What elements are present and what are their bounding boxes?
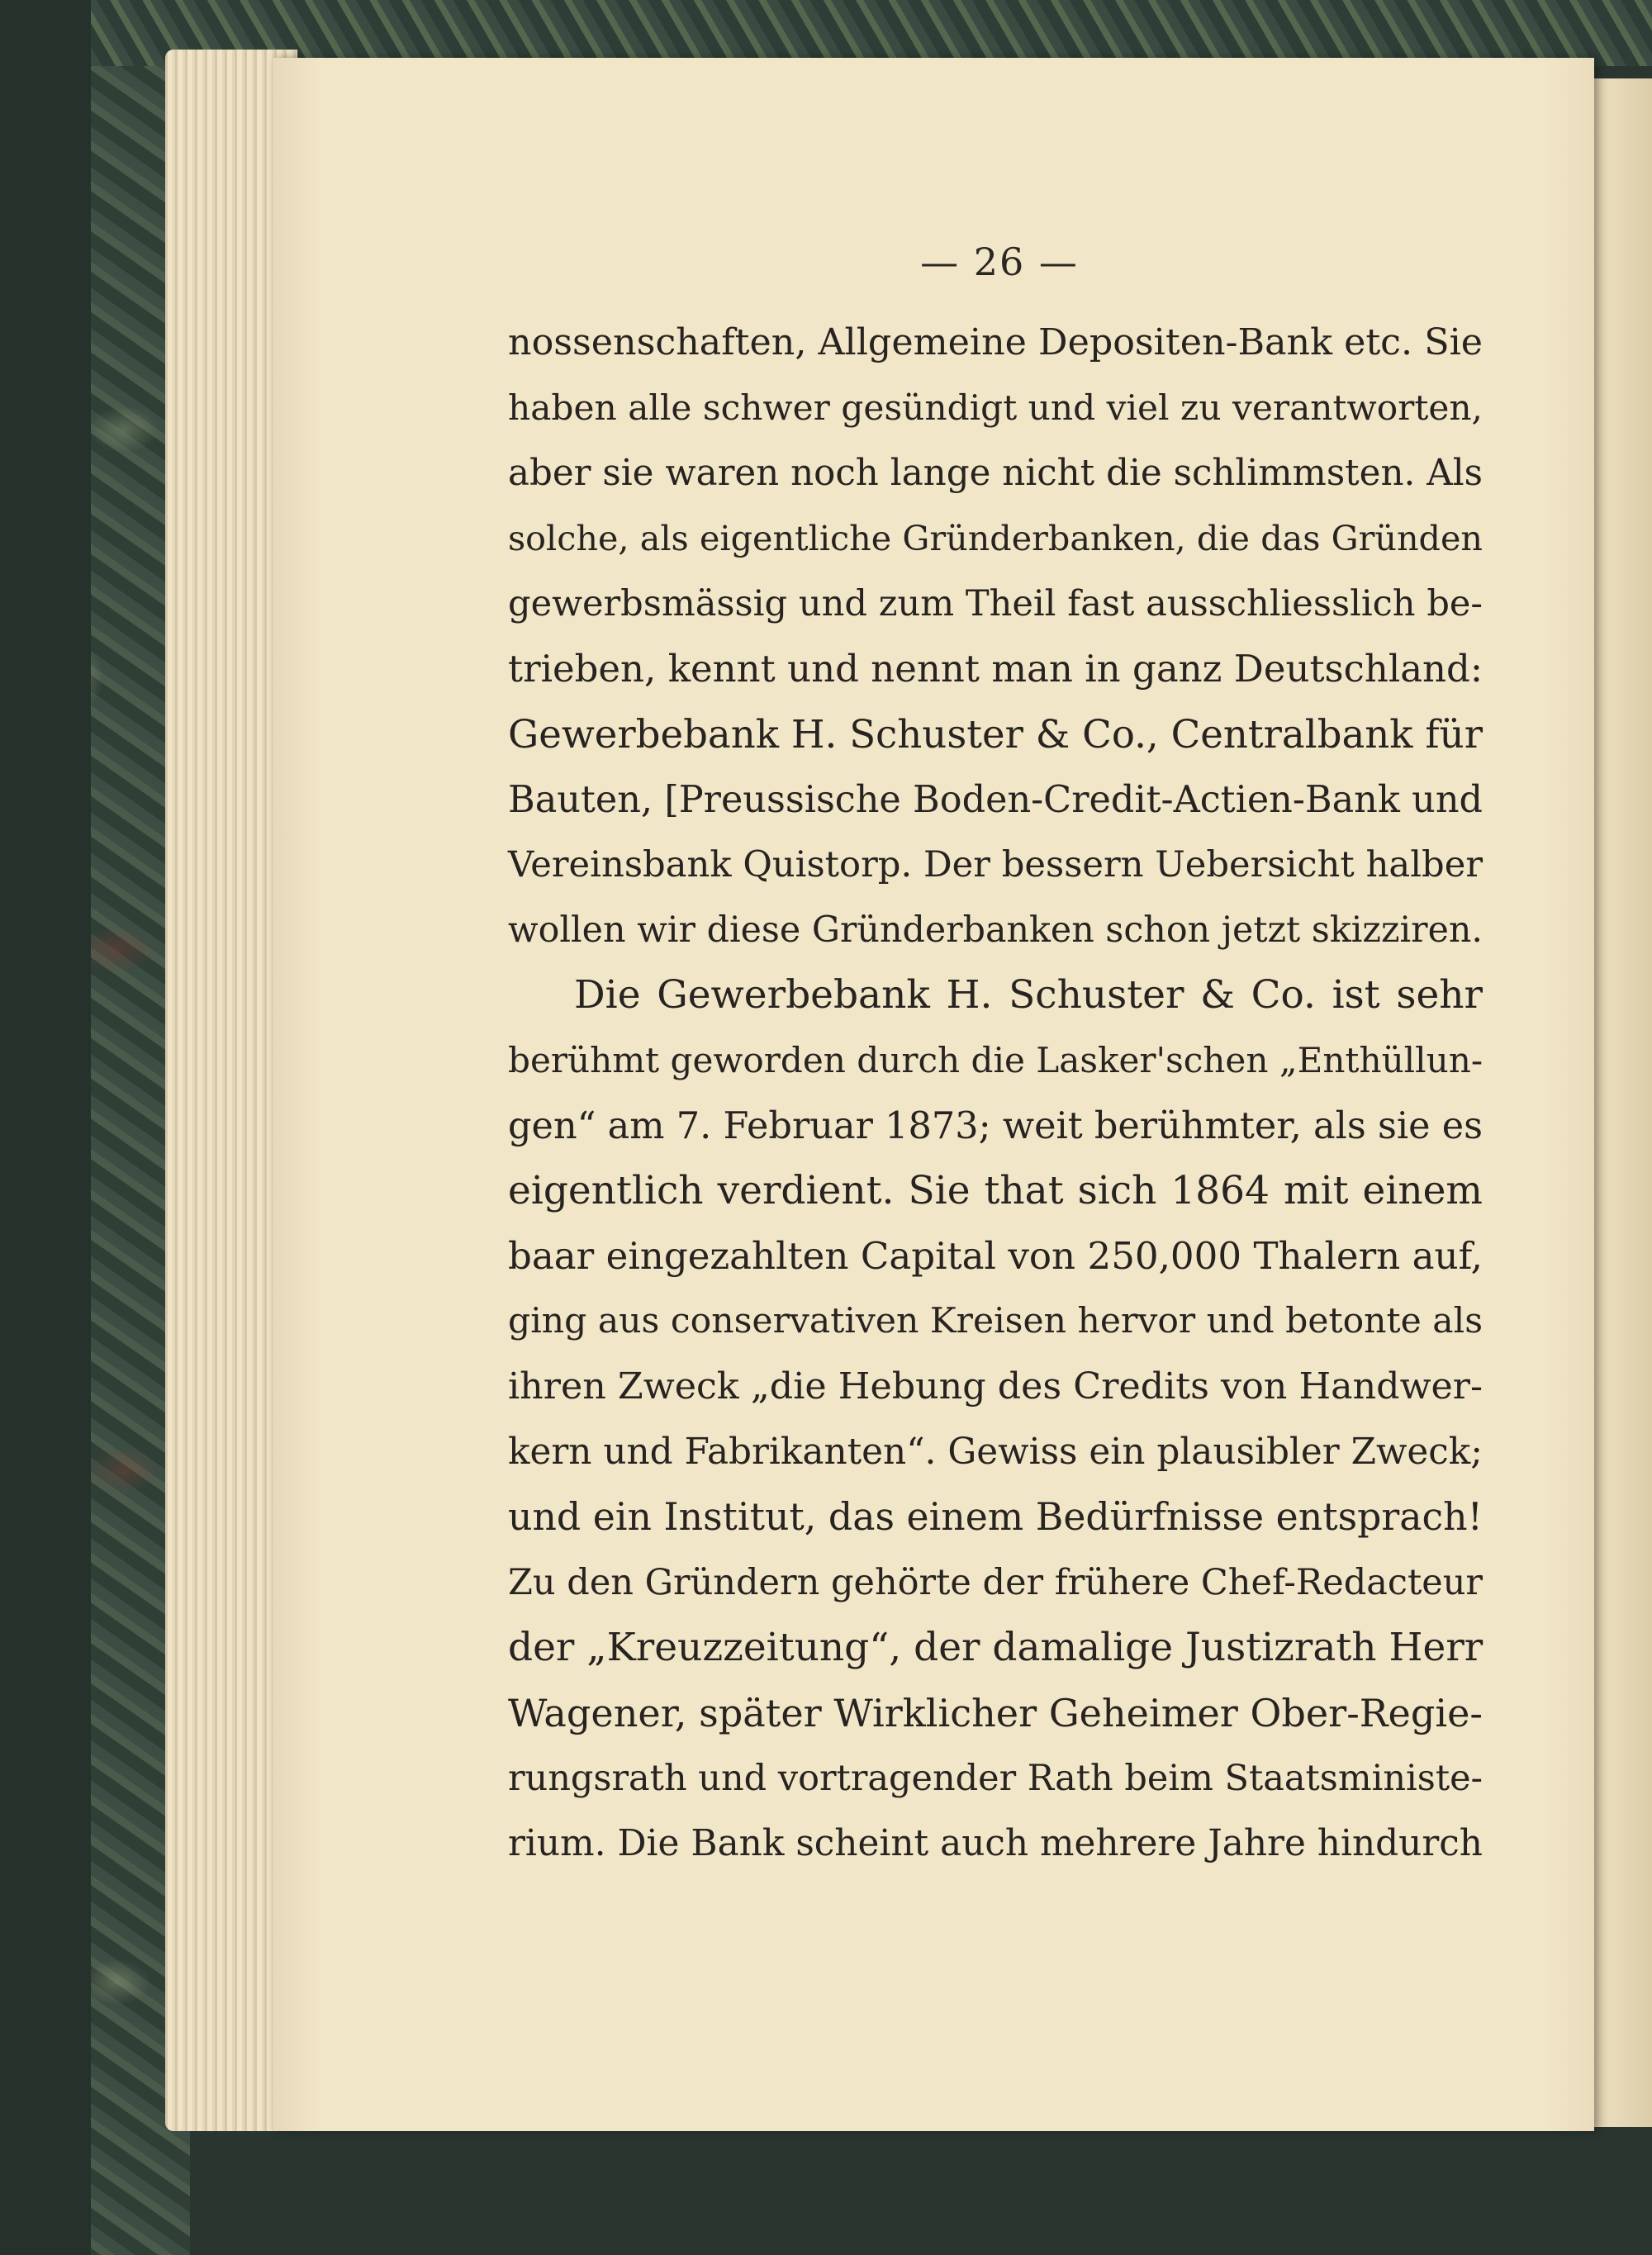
book-binding-edge [0,0,91,2255]
text-line: aber sie waren noch lange nicht die schlimmsten. Als [508,453,1483,494]
text-line: trieben, kennt und nennt man in ganz Deutschland: [508,647,1483,691]
text-line: Zu den Gründern gehörte der frühere Chef-Redacteur [508,1562,1483,1603]
text-line: wollen wir diese Gründerbanken schon jetzt skizziren. [508,909,1483,951]
text-line: solche, als eigentliche Gründerbanken, die das Gründen [508,519,1483,558]
text-line: Vereinsbank Quistorp. Der bessern Uebersicht halber [508,844,1483,885]
text-line: gewerbsmässig und zum Theil fast ausschliesslich be- [508,583,1483,624]
book-cover-top-edge [91,0,1652,66]
text-line: der „Kreuzzeitung“, der damalige Justizrath Herr [508,1625,1483,1670]
text-line: Gewerbebank H. Schuster & Co., Centralbank für [508,712,1483,757]
text-line: Wagener, später Wirklicher Geheimer Ober-Regie- [508,1691,1483,1735]
text-line: berühmt geworden durch die Lasker'schen „Enthüllun- [508,1040,1483,1080]
text-line: kern und Fabrikanten“. Gewiss ein plausibler Zweck; [508,1431,1483,1473]
text-line: und ein Institut, das einem Bedürfnisse entsprach! [508,1495,1483,1539]
text-line-paragraph-start: Die Gewerbebank H. Schuster & Co. ist sehr [574,972,1483,1018]
text-line: rium. Die Bank scheint auch mehrere Jahre hindurch [508,1822,1483,1864]
text-line: ging aus conservativen Kreisen hervor und betonte als [508,1301,1483,1341]
text-line: nossenschaften, Allgemeine Depositen-Bank etc. Sie [508,321,1483,363]
text-line: gen“ am 7. Februar 1873; weit berühmter, als sie es [508,1104,1483,1147]
text-line: eigentlich verdient. Sie that sich 1864 mit einem [508,1168,1483,1213]
text-line: haben alle schwer gesündigt und viel zu verantworten, [508,387,1483,428]
text-line: ihren Zweck „die Hebung des Credits von Handwer- [508,1365,1483,1408]
text-line: Bauten, [Preussische Boden-Credit-Actien-Bank und [508,778,1483,821]
text-line: rungsrath und vortragender Rath beim Staatsministe- [508,1758,1483,1799]
text-line: baar eingezahlten Capital von 250,000 Thalern auf, [508,1234,1483,1278]
page-number: — 26 — [920,240,1079,284]
